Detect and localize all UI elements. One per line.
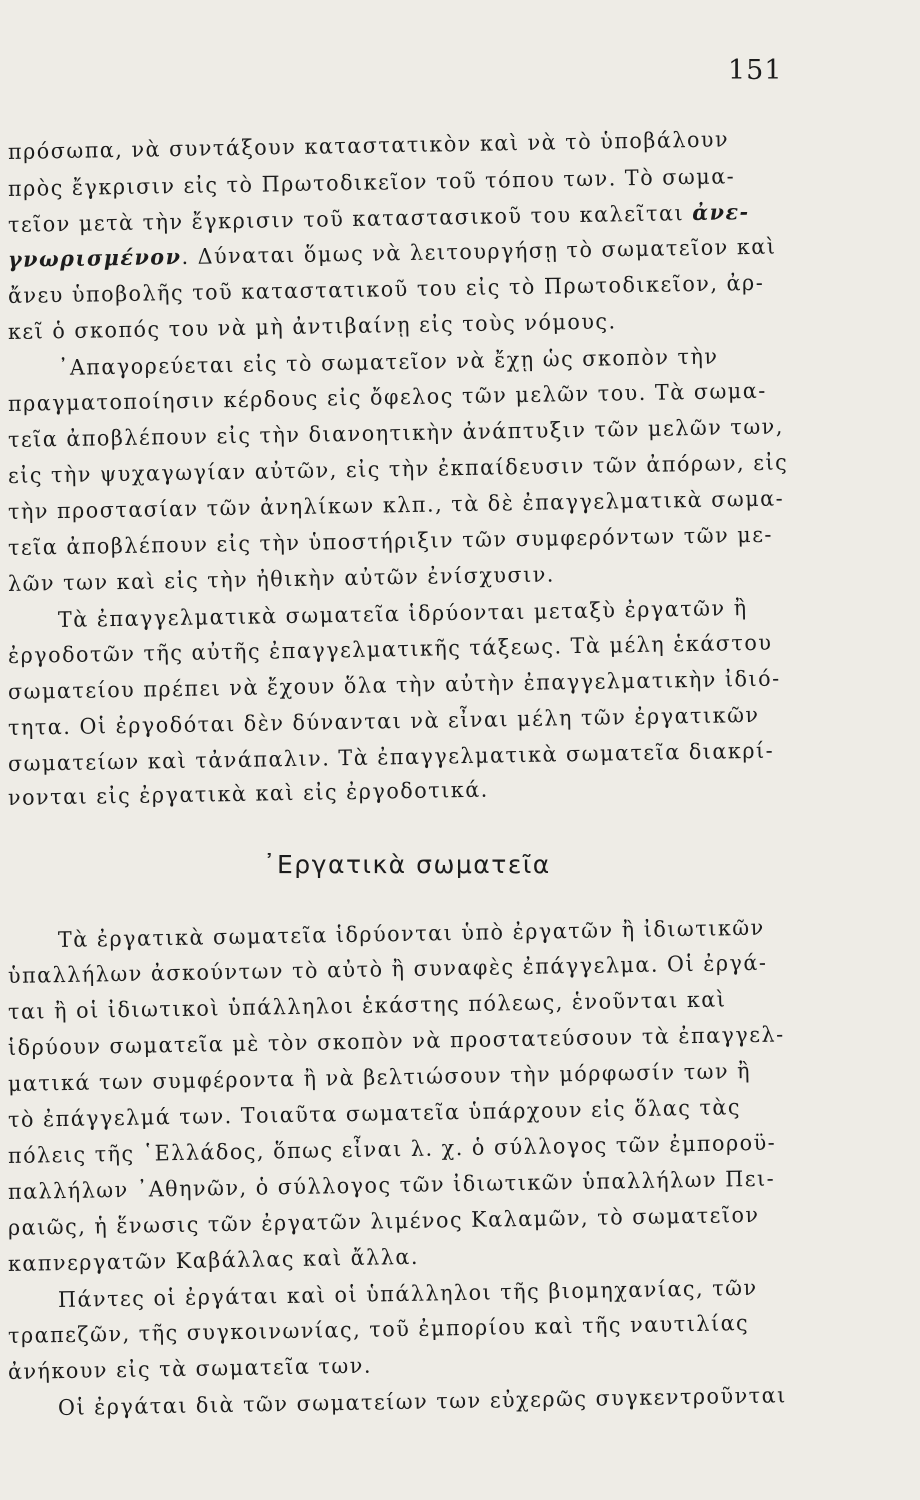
text-line: κεῖ ὁ σκοπός του νὰ μὴ ἀντιβαίνῃ εἰς τοὺς νόμους. xyxy=(7,309,617,345)
text-line: ὑπαλλήλων ἀσκούντων τὸ αὐτὸ ἢ συναφὲς ἐπάγγελμα. Οἱ ἐργά- xyxy=(7,950,768,989)
text-line: νονται εἰς ἐργατικὰ καὶ εἰς ἐργοδοτικά. xyxy=(7,777,490,811)
text-line: σωματείων καὶ τἀνάπαλιν. Τὰ ἐπαγγελματικὰ σωματεῖα διακρί- xyxy=(7,738,775,777)
text-line: Οἱ ἐργάται διὰ τῶν σωματείων των εὐχερῶς συγκεντροῦνται xyxy=(57,1383,787,1421)
text-line: ματικά των συμφέροντα ἢ νὰ βελτιώσουν τὴν μόρφωσίν των ἢ xyxy=(7,1059,752,1097)
text-line: σωματείου πρέπει νὰ ἔχουν ὅλα τὴν αὐτὴν ἐπαγγελματικὴν ἰδιό- xyxy=(7,666,781,705)
text-line: τεῖα ἀποβλέπουν εἰς τὴν διανοητικὴν ἀνάπτυξιν τῶν μελῶν των, xyxy=(7,414,785,453)
text-line: παλλήλων ᾿Αθηνῶν, ὁ σύλλογος τῶν ἰδιωτικῶν ὑπαλλήλων Πει- xyxy=(7,1166,776,1205)
text-line xyxy=(8,200,750,238)
text-line: τεῖα ἀποβλέπουν εἰς τὴν ὑποστήριξιν τῶν συμφερόντων τῶν με- xyxy=(7,522,774,561)
text-line: πόλεις τῆς ῾Ελλάδος, ὅπως εἶναι λ. χ. ὁ σύλλογος τῶν ἐμποροϋ- xyxy=(7,1130,777,1169)
text-line: πρόσωπα, νὰ συντάξουν καταστατικὸν καὶ νὰ τὸ ὑποβάλουν xyxy=(7,127,730,165)
text-line: πρὸς ἔγκρισιν εἰς τὸ Πρωτοδικεῖον τοῦ τόπου των. Τὸ σωμα- xyxy=(7,164,736,202)
text-segment: τεῖον μετὰ τὴν ἔγκρισιν τοῦ καταστασικοῦ του καλεῖται xyxy=(7,201,693,238)
text-line: τητα. Οἱ ἐργοδόται δὲν δύνανται νὰ εἶναι μέλη τῶν ἐργατικῶν xyxy=(7,702,760,741)
text-line: Τὰ ἐπαγγελματικὰ σωματεῖα ἱδρύονται μεταξὺ ἐργατῶν ἢ xyxy=(57,595,748,633)
text-line: Πάντες οἱ ἐργάται καὶ οἱ ὑπάλληλοι τῆς βιομηχανίας, τῶν xyxy=(57,1275,758,1313)
emphasis-term: γνωρισμένον xyxy=(7,244,182,273)
text-line: τὸ ἐπάγγελμά των. Τοιαῦτα σωματεῖα ὑπάρχουν εἰς ὅλας τὰς xyxy=(7,1095,742,1133)
text-line: τὴν προστασίαν τῶν ἀνηλίκων κλπ., τὰ δὲ ἐπαγγελματικὰ σωμα- xyxy=(7,486,785,525)
emphasis-term: ἀνε- xyxy=(691,200,750,227)
text-line: ἱδρύουν σωματεῖα μὲ τὸν σκοπὸν νὰ προστατεύσουν τὰ ἐπαγγελ- xyxy=(7,1022,785,1061)
section-heading: ᾿Εργατικὰ σωματεῖα xyxy=(263,850,551,879)
page-number: 151 xyxy=(728,55,783,86)
text-line: ἄνευ ὑποβολῆς τοῦ καταστατικοῦ του εἰς τὸ Πρωτοδικεῖον, ἀρ- xyxy=(7,270,765,309)
text-line: ᾿Απαγορεύεται εἰς τὸ σωματεῖον νὰ ἔχῃ ὡς σκοπὸν τὴν xyxy=(57,344,719,381)
text-line: ται ἢ οἱ ἰδιωτικοὶ ὑπάλληλοι ἑκάστης πόλεως, ἑνοῦνται καὶ xyxy=(7,987,727,1025)
text-line: Τὰ ἐργατικὰ σωματεῖα ἱδρύονται ὑπὸ ἐργατῶν ἢ ἰδιωτικῶν xyxy=(57,915,765,953)
text-line: ἀνήκουν εἰς τὰ σωματεῖα των. xyxy=(7,1353,373,1385)
text-line: πραγματοποίησιν κέρδους εἰς ὄφελος τῶν μελῶν του. Τὰ σωμα- xyxy=(7,378,767,417)
text-line: ἐργοδοτῶν τῆς αὐτῆς ἐπαγγελματικῆς τάξεως. Τὰ μέλη ἑκάστου xyxy=(7,630,773,669)
text-line: εἰς τὴν ψυχαγωγίαν αὐτῶν, εἰς τὴν ἐκπαίδευσιν τῶν ἀπόρων, εἰς xyxy=(7,450,789,489)
text-line xyxy=(8,235,777,273)
text-line: λῶν των καὶ εἰς τὴν ἠθικὴν αὐτῶν ἐνίσχυσιν. xyxy=(7,562,556,597)
text-line: καπνεργατῶν Καβάλλας καὶ ἄλλα. xyxy=(7,1244,420,1277)
text-segment: . Δύναται ὅμως νὰ λειτουργήσῃ τὸ σωματεῖον καὶ xyxy=(181,234,777,270)
text-line: ραιῶς, ἡ ἕνωσις τῶν ἐργατῶν λιμένος Καλαμῶν, τὸ σωματεῖον xyxy=(7,1202,760,1241)
text-line: τραπεζῶν, τῆς συγκοινωνίας, τοῦ ἐμπορίου καὶ τῆς ναυτιλίας xyxy=(7,1311,750,1349)
